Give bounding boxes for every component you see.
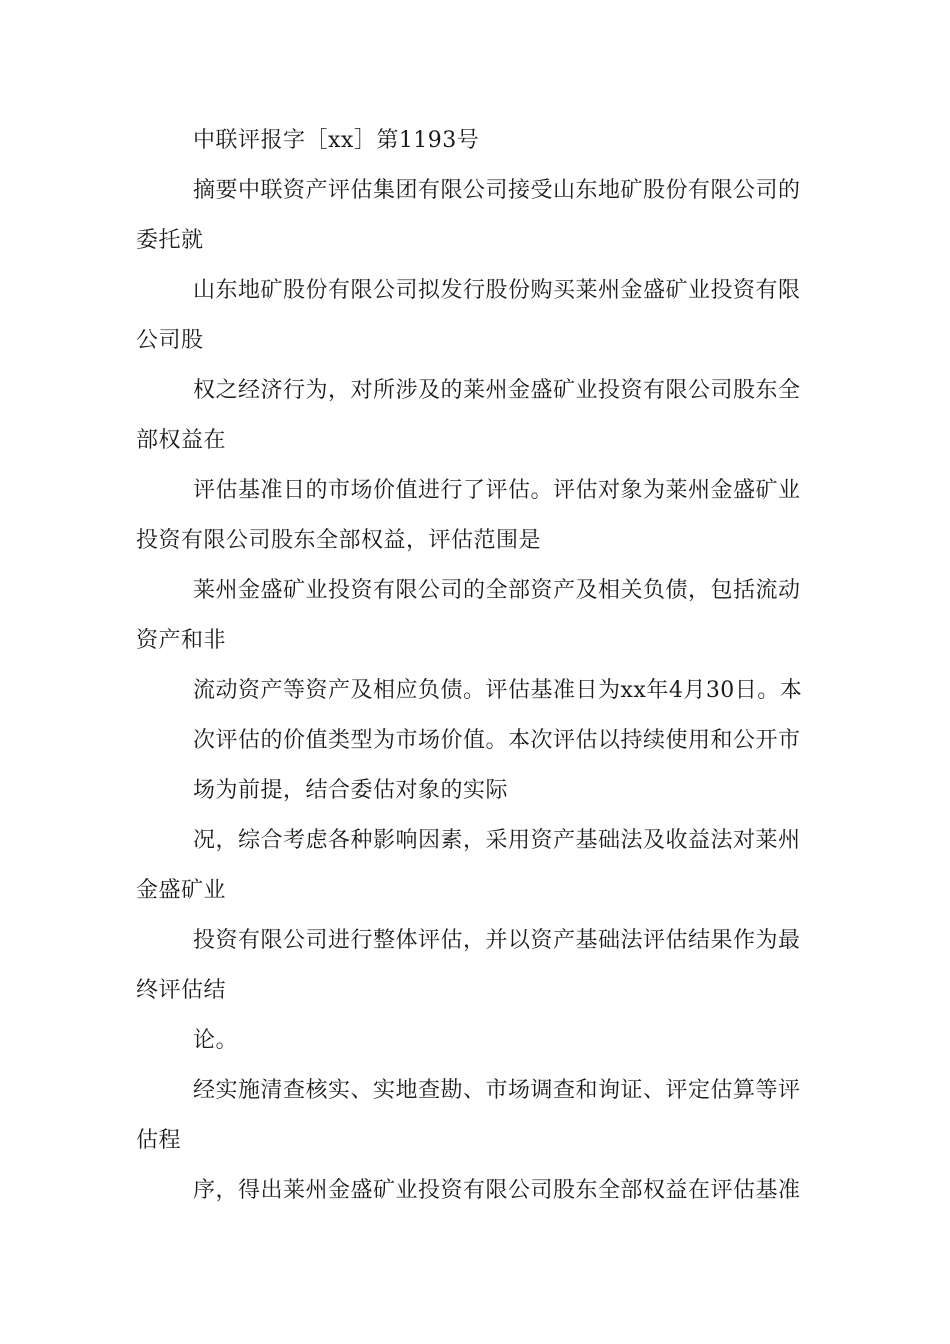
paragraph-line: 山东地矿股份有限公司拟发行股份购买莱州金盛矿业投资有限 xyxy=(193,278,801,303)
paragraph-line: 金盛矿业 xyxy=(136,878,227,903)
paragraph-line: 评估基准日的市场价值进行了评估。评估对象为莱州金盛矿业 xyxy=(193,478,801,503)
paragraph-line: 委托就 xyxy=(136,228,204,253)
paragraph-line: 经实施清查核实、实地查勘、市场调查和询证、评定估算等评 xyxy=(193,1078,801,1103)
paragraph-line: 论。 xyxy=(193,1028,239,1053)
paragraph-line: 投资有限公司股东全部权益，评估范围是 xyxy=(136,528,542,553)
paragraph-line: 况，综合考虑各种影响因素，采用资产基础法及收益法对莱州 xyxy=(193,828,801,853)
paragraph-line: 流动资产等资产及相应负债。评估基准日为xx年4月30日。本 xyxy=(193,678,803,703)
paragraph-line: 场为前提，结合委估对象的实际 xyxy=(193,778,509,803)
paragraph-line: 估程 xyxy=(136,1128,182,1153)
paragraph-line: 公司股 xyxy=(136,328,204,353)
paragraph-line: 摘要中联资产评估集团有限公司接受山东地矿股份有限公司的 xyxy=(193,178,801,203)
paragraph-line: 投资有限公司进行整体评估，并以资产基础法评估结果作为最 xyxy=(193,928,801,953)
paragraph-line: 次评估的价值类型为市场价值。本次评估以持续使用和公开市 xyxy=(193,728,801,753)
paragraph-line: 部权益在 xyxy=(136,428,227,453)
paragraph-line: 莱州金盛矿业投资有限公司的全部资产及相关负债，包括流动 xyxy=(193,578,801,603)
paragraph-line: 权之经济行为，对所涉及的莱州金盛矿业投资有限公司股东全 xyxy=(193,378,801,403)
paragraph-line: 序，得出莱州金盛矿业投资有限公司股东全部权益在评估基准 xyxy=(193,1178,801,1203)
paragraph-line: 终评估结 xyxy=(136,978,227,1003)
report-number: 中联评报字［xx］第1193号 xyxy=(193,128,480,153)
paragraph-line: 资产和非 xyxy=(136,628,227,653)
